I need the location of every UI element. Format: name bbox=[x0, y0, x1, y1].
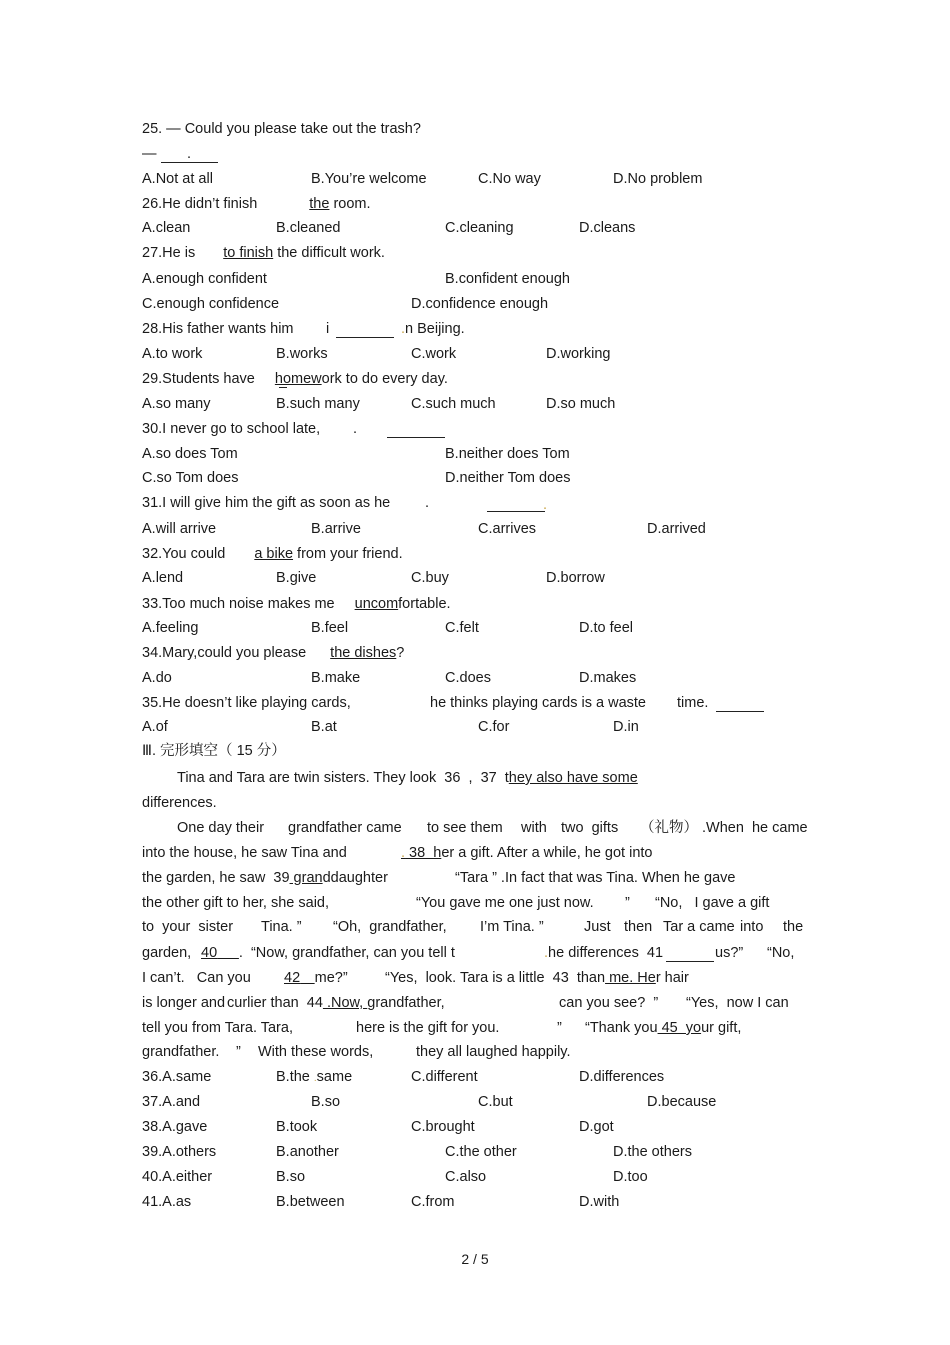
passage-line-2: differences. bbox=[142, 795, 217, 811]
passage-line-3b: grandfather came bbox=[288, 820, 402, 836]
q28-blank bbox=[336, 337, 394, 338]
q27-option-c: C.enough confidence bbox=[142, 296, 280, 312]
passage-line-8b: 40 . “Now, grandfather, can you tell t bbox=[201, 945, 455, 961]
q36-option-b: B.the .same bbox=[276, 1069, 353, 1085]
q37-option-d: D.because bbox=[647, 1094, 717, 1110]
q29-option-d: D.so much bbox=[546, 396, 616, 412]
q39-option-d: D.the others bbox=[613, 1144, 692, 1160]
q26-option-b: B.cleaned bbox=[276, 220, 341, 236]
passage-line-6a: the other gift to her, she said, bbox=[142, 895, 330, 911]
passage-line-8e: “No, bbox=[767, 945, 795, 961]
passage-line-3d: with bbox=[521, 820, 547, 836]
q28-option-a: A.to work bbox=[142, 346, 203, 362]
passage-line-10a: is longer and bbox=[142, 995, 226, 1011]
q36-option-c: C.different bbox=[411, 1069, 478, 1085]
q30-blank bbox=[387, 437, 445, 438]
q28-option-b: B.works bbox=[276, 346, 328, 362]
q40-option-c: C.also bbox=[445, 1169, 487, 1185]
passage-line-11b: here is the gift for you. bbox=[356, 1020, 500, 1036]
q29-option-b: B.such many bbox=[276, 396, 360, 412]
q32-option-a: A.lend bbox=[142, 570, 184, 586]
q28-option-c: C.work bbox=[411, 346, 457, 362]
q33-option-a: A.feeling bbox=[142, 620, 199, 636]
q35-option-a: A.of bbox=[142, 719, 168, 735]
q31-dot: . bbox=[425, 495, 430, 511]
passage-line-12d: they all laughed happily. bbox=[416, 1044, 571, 1060]
q36-option-d: D.differences bbox=[579, 1069, 665, 1085]
q27-option-d: D.confidence enough bbox=[411, 296, 549, 312]
q25-option-c: C.No way bbox=[478, 171, 541, 187]
passage-line-7i: the bbox=[783, 919, 804, 935]
q32-option-c: C.buy bbox=[411, 570, 449, 586]
passage-line-7a: to your sister bbox=[142, 919, 234, 935]
passage-line-6b: “You gave me one just now. bbox=[416, 895, 594, 911]
passage-line-8a: garden, bbox=[142, 945, 192, 961]
q26-option-c: C.cleaning bbox=[445, 220, 514, 236]
q36-option-a: 36.A.same bbox=[142, 1069, 212, 1085]
q30-option-a: A.so does Tom bbox=[142, 446, 238, 462]
passage-line-9c: “Yes, look. Tara is a little 43 than me. Her hair bbox=[385, 970, 689, 986]
q25-option-a: A.Not at all bbox=[142, 171, 213, 187]
q31-option-a: A.will arrive bbox=[142, 521, 217, 537]
q26-stem: 26.He didn’t finish the room. bbox=[142, 196, 371, 212]
q30-option-c: C.so Tom does bbox=[142, 470, 239, 486]
q37-option-c: C.but bbox=[478, 1094, 513, 1110]
q25-option-b: B.You’re welcome bbox=[311, 171, 427, 187]
q30-option-d: D.neither Tom does bbox=[445, 470, 571, 486]
passage-line-10d: “Yes, now I can bbox=[686, 995, 789, 1011]
q33-option-d: D.to feel bbox=[579, 620, 633, 636]
passage-line-7f: then bbox=[624, 919, 653, 935]
passage-line-3c: to see them bbox=[427, 820, 503, 836]
passage-line-3f: （礼物） .When he came bbox=[640, 820, 808, 836]
q34-option-c: C.does bbox=[445, 670, 491, 686]
passage-line-9a: I can’t. Can you bbox=[142, 970, 251, 986]
q32-option-d: D.borrow bbox=[546, 570, 605, 586]
q35-option-d: D.in bbox=[613, 719, 639, 735]
passage-line-7e: Just bbox=[584, 919, 611, 935]
q27-option-b: B.confident enough bbox=[445, 271, 570, 287]
passage-line-10c: can you see? ” bbox=[559, 995, 659, 1011]
passage-line-7b: Tina. ” bbox=[261, 919, 302, 935]
q31-option-c: C.arrives bbox=[478, 521, 537, 537]
passage-line-7d: I’m Tina. ” bbox=[480, 919, 544, 935]
q33-stem: 33.Too much noise makes me uncomfortable. bbox=[142, 596, 451, 612]
q35-option-b: B.at bbox=[311, 719, 337, 735]
q31-option-d: D.arrived bbox=[647, 521, 706, 537]
q34-option-d: D.makes bbox=[579, 670, 637, 686]
q28-option-d: D.working bbox=[546, 346, 611, 362]
q26-option-d: D.cleans bbox=[579, 220, 636, 236]
q29-blank bbox=[279, 387, 287, 388]
q38-option-d: D.got bbox=[579, 1119, 614, 1135]
q33-option-b: B.feel bbox=[311, 620, 349, 636]
q32-stem: 32.You could a bike from your friend. bbox=[142, 546, 403, 562]
q35-stem-a: 35.He doesn’t like playing cards, bbox=[142, 695, 351, 711]
passage-line-11d: “Thank you 45 your gift, bbox=[585, 1020, 742, 1036]
passage-line-8c: .he differences 41 bbox=[544, 945, 664, 961]
q41-option-a: 41.A.as bbox=[142, 1194, 192, 1210]
passage-line-12a: grandfather. bbox=[142, 1044, 220, 1060]
q25-answer-prefix: — bbox=[142, 146, 157, 162]
q25-stem: 25. — Could you please take out the trash? bbox=[142, 121, 421, 137]
passage-line-1: Tina and Tara are twin sisters. They look 36 , 37 they also have some bbox=[177, 770, 638, 786]
passage-line-5b: “Tara ” .In fact that was Tina. When he gave bbox=[455, 870, 736, 886]
q28-stem: 28.His father wants him bbox=[142, 321, 294, 337]
q37-option-b: B.so bbox=[311, 1094, 341, 1110]
q40-option-d: D.too bbox=[613, 1169, 648, 1185]
q34-stem: 34.Mary,could you please the dishes? bbox=[142, 645, 405, 661]
q34-option-a: A.do bbox=[142, 670, 172, 686]
passage-line-3a: One day their bbox=[177, 820, 265, 836]
q29-option-a: A.so many bbox=[142, 396, 211, 412]
q35-stem-b: he thinks playing cards is a waste bbox=[430, 695, 646, 711]
q33-option-c: C.felt bbox=[445, 620, 479, 636]
q35-option-c: C.for bbox=[478, 719, 510, 735]
q29-stem: 29.Students have homework to do every day. bbox=[142, 371, 448, 387]
blank-41 bbox=[666, 961, 714, 962]
q27-option-a: A.enough confident bbox=[142, 271, 267, 287]
q34-option-b: B.make bbox=[311, 670, 361, 686]
q41-option-c: C.from bbox=[411, 1194, 455, 1210]
passage-line-12c: With these words, bbox=[258, 1044, 374, 1060]
passage-line-11c: ” bbox=[557, 1020, 562, 1036]
passage-line-6d: “No, I gave a gift bbox=[655, 895, 770, 911]
q39-option-c: C.the other bbox=[445, 1144, 517, 1160]
passage-line-9b: 42 me?” bbox=[284, 970, 348, 986]
page-number: 2 / 5 bbox=[461, 1251, 489, 1267]
q30-stem: 30.I never go to school late, bbox=[142, 421, 321, 437]
q41-option-b: B.between bbox=[276, 1194, 345, 1210]
passage-line-11a: tell you from Tara. Tara, bbox=[142, 1020, 293, 1036]
passage-line-7c: “Oh, grandfather, bbox=[333, 919, 447, 935]
passage-line-4b: . 38 her a gift. After a while, he got into bbox=[401, 845, 653, 861]
q31-blank bbox=[487, 511, 545, 512]
q40-option-a: 40.A.either bbox=[142, 1169, 213, 1185]
q31-stem: 31.I will give him the gift as soon as he bbox=[142, 495, 391, 511]
q28-stem-end: .n Beijing. bbox=[401, 321, 465, 337]
q30-option-b: B.neither does Tom bbox=[445, 446, 570, 462]
q38-option-b: B.took bbox=[276, 1119, 318, 1135]
passage-line-12b: ” bbox=[236, 1044, 241, 1060]
q28-letter: i bbox=[326, 321, 330, 337]
q39-option-b: B.another bbox=[276, 1144, 339, 1160]
passage-line-3e: two gifts bbox=[561, 820, 619, 836]
q37-option-a: 37.A.and bbox=[142, 1094, 201, 1110]
q26-option-a: A.clean bbox=[142, 220, 191, 236]
passage-line-8d: us?” bbox=[715, 945, 744, 961]
passage-line-10b: curlier than 44 .Now, grandfather, bbox=[227, 995, 445, 1011]
q31-option-b: B.arrive bbox=[311, 521, 361, 537]
section-title: Ⅲ. 完形填空（ 15 分） bbox=[142, 743, 286, 759]
passage-line-7g: Tar a came bbox=[663, 919, 735, 935]
passage-line-5a: the garden, he saw 39 granddaughter bbox=[142, 870, 388, 886]
passage-line-6c: ” bbox=[625, 895, 630, 911]
q39-option-a: 39.A.others bbox=[142, 1144, 217, 1160]
q25-blank-dot: . bbox=[187, 146, 192, 162]
q41-option-d: D.with bbox=[579, 1194, 620, 1210]
q40-option-b: B.so bbox=[276, 1169, 306, 1185]
q35-blank bbox=[716, 711, 764, 712]
q35-stem-c: time. bbox=[677, 695, 709, 711]
q38-option-a: 38.A.gave bbox=[142, 1119, 208, 1135]
passage-line-4a: into the house, he saw Tina and bbox=[142, 845, 347, 861]
q25-option-d: D.No problem bbox=[613, 171, 703, 187]
q32-option-b: B.give bbox=[276, 570, 317, 586]
q27-stem: 27.He is to finish the difficult work. bbox=[142, 245, 385, 261]
q38-option-c: C.brought bbox=[411, 1119, 475, 1135]
q30-dot: . bbox=[353, 421, 358, 437]
q29-option-c: C.such much bbox=[411, 396, 496, 412]
passage-line-7h: into bbox=[740, 919, 764, 935]
